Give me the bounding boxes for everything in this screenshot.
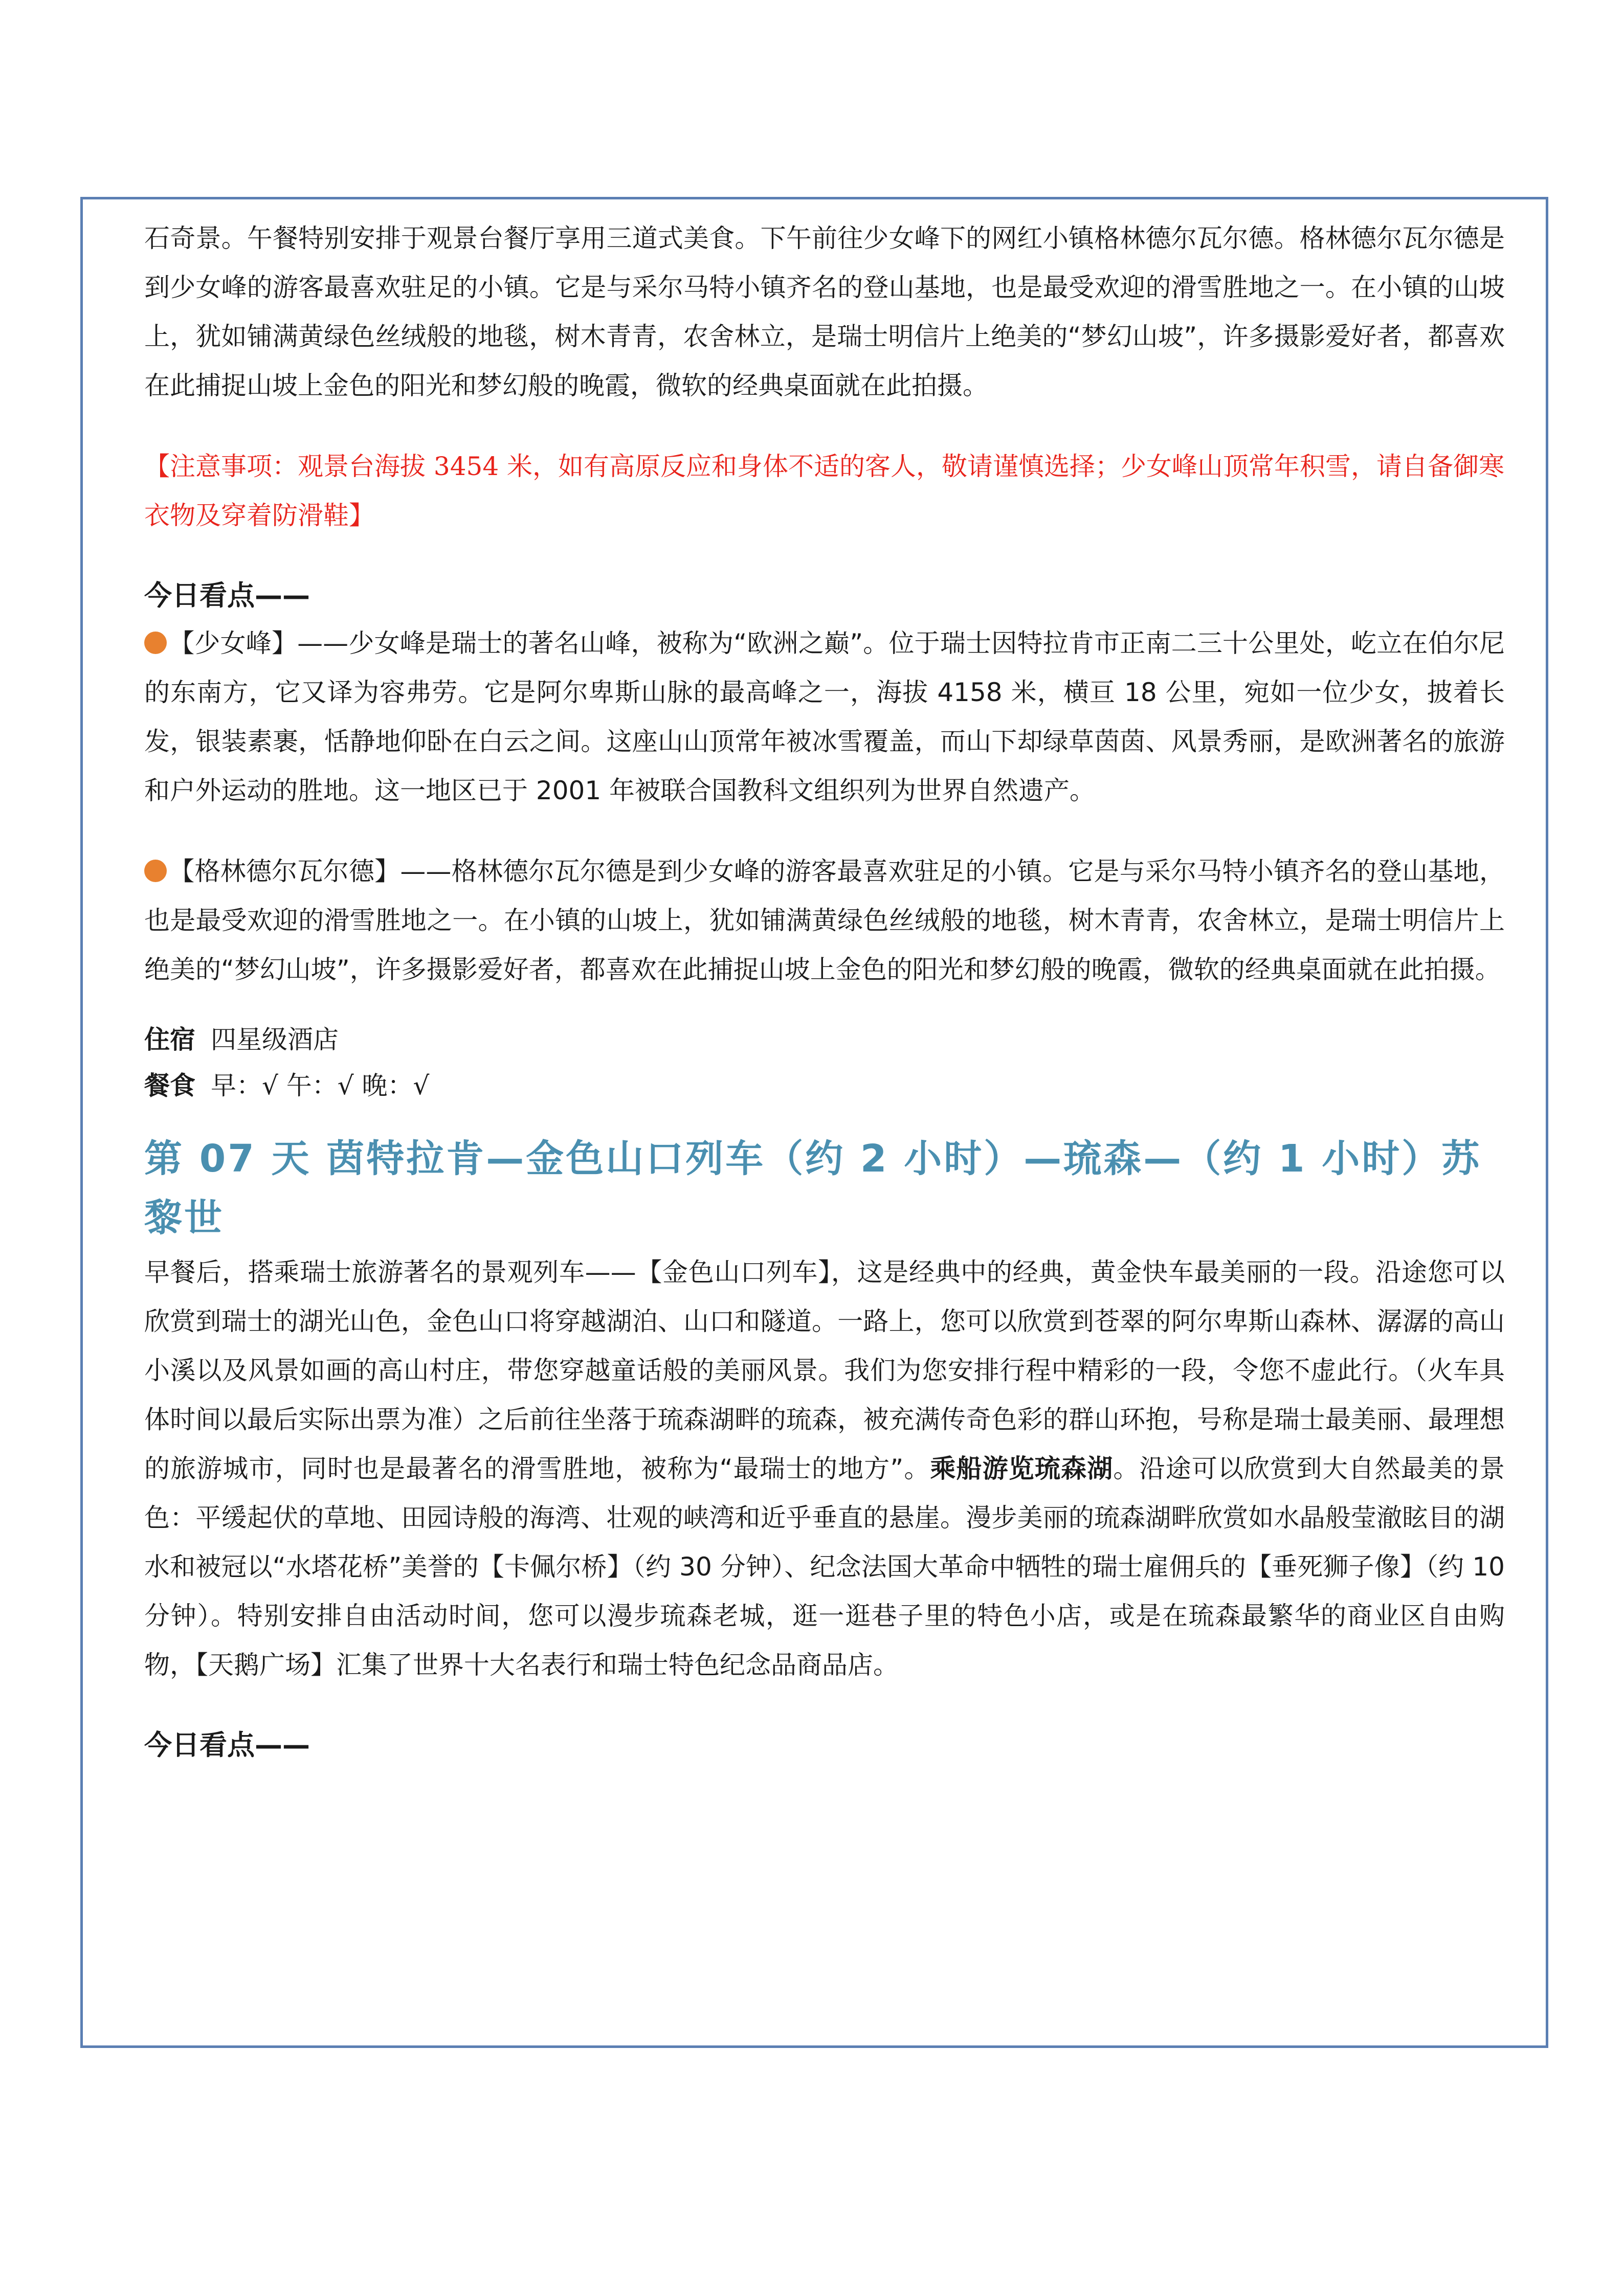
itinerary-content <box>144 214 1505 1768</box>
attraction-jungfrau-text: 【少女峰】——少女峰是瑞士的著名山峰，被称为“欧洲之巅”。位于瑞士因特拉肯市正南二三十公里处，屹立在伯尔尼的东南方，它又译为容弗劳。它是阿尔卑斯山脉的最高峰之一，海拔 4158 米，横亘 18 公里，宛如一位少女，披着长发，银装素裹，恬静地仰卧在白云之间。这座山山顶常年被冰雪覆盖，而山下却绿草茵茵、风景秀丽，是欧洲著名的旅游和户外运动的胜地。这一地区已于 2001 年被联合国教科文组织列为世界自然遗产。 <box>144 628 1505 805</box>
attraction-grindelwald-text: 【格林德尔瓦尔德】——格林德尔瓦尔德是到少女峰的游客最喜欢驻足的小镇。它是与采尔马特小镇齐名的登山基地，也是最受欢迎的滑雪胜地之一。在小镇的山坡上，犹如铺满黄绿色丝绒般的地毯，树木青青，农舍林立，是瑞士明信片上绝美的“梦幻山坡”，许多摄影爱好者，都喜欢在此捕捉山坡上金色的阳光和梦幻般的晚霞，微软的经典桌面就在此拍摄。 <box>144 857 1505 984</box>
meals-value: 早：√ 午：√ 晚：√ <box>211 1071 430 1100</box>
day7-title: 第 07 天 茵特拉肯—金色山口列车（约 2 小时）—琉森—（约 1 小时）苏黎世 <box>144 1137 1482 1240</box>
attraction-jungfrau <box>144 619 1505 815</box>
day7-highlights-title: 今日看点—— <box>144 1729 310 1761</box>
intro-paragraph: 石奇景。午餐特别安排于观景台餐厅享用三道式美食。下午前往少女峰下的网红小镇格林德尔瓦尔德。格林德尔瓦尔德是到少女峰的游客最喜欢驻足的小镇。它是与采尔马特小镇齐名的登山基地，也是最受欢迎的滑雪胜地之一。在小镇的山坡上，犹如铺满黄绿色丝绒般的地毯，树木青青，农舍林立，是瑞士明信片上绝美的“梦幻山坡”，许多摄影爱好者，都喜欢在此捕捉山坡上金色的阳光和梦幻般的晚霞，微软的经典桌面就在此拍摄。 <box>144 223 1505 400</box>
notice-text: 【注意事项：观景台海拔 3454 米，如有高原反应和身体不适的客人，敬请谨慎选择；少女峰山顶常年积雪，请自备御寒衣物及穿着防滑鞋】 <box>144 452 1505 530</box>
day7-text-part1: 早餐后，搭乘瑞士旅游著名的景观列车——【金色山口列车】，这是经典中的经典，黄金快车最美丽的一段。沿途您可以欣赏到瑞士的湖光山色，金色山口将穿越湖泊、山口和隧道。一路上，您可以欣赏到苍翠的阿尔卑斯山森林、潺潺的高山小溪以及风景如画的高山村庄，带您穿越童话般的美丽风景。我们为您安排行程中精彩的一段，令您不虚此行。（火车具体时间以最后实际出票为准）之后前往坐落于琉森湖畔的琉森，被充满传奇色彩的群山环抱，号称是瑞士最美丽、最理想的旅游城市，同时也是最著名的滑雪胜地，被称为“最瑞士的地方”。 <box>144 1257 1505 1483</box>
accommodation-value: 四星级酒店 <box>211 1025 339 1054</box>
attraction-grindelwald <box>144 847 1505 994</box>
accommodation-row <box>144 1017 1505 1063</box>
day7-paragraph <box>144 1248 1505 1690</box>
day7-text-part2: 。沿途可以欣赏到大自然最美的景色：平缓起伏的草地、田园诗般的海湾、壮观的峡湾和近乎垂直的悬崖。漫步美丽的琉森湖畔欣赏如水晶般莹澈眩目的湖水和被冠以“水塔花桥”美誉的【卡佩尔桥】（约 30 分钟）、纪念法国大革命中牺牲的瑞士雇佣兵的【垂死狮子像】（约 10 分钟）。特别安排自由活动时间，您可以漫步琉森老城，逛一逛巷子里的特色小店，或是在琉森最繁华的商业区自由购物，【天鹅广场】汇集了世界十大名表行和瑞士特色纪念品商品店。 <box>144 1454 1505 1680</box>
info-block <box>144 1017 1505 1109</box>
content-frame <box>80 197 1548 2048</box>
meals-row <box>144 1063 1505 1109</box>
meals-label: 餐食 <box>144 1071 195 1100</box>
day7-text-bold: 乘船游览琉森湖 <box>930 1454 1114 1483</box>
accommodation-label: 住宿 <box>144 1025 195 1054</box>
bullet-dot-icon <box>144 860 167 882</box>
bullet-dot-icon <box>144 632 167 654</box>
highlights-title: 今日看点—— <box>144 579 310 612</box>
